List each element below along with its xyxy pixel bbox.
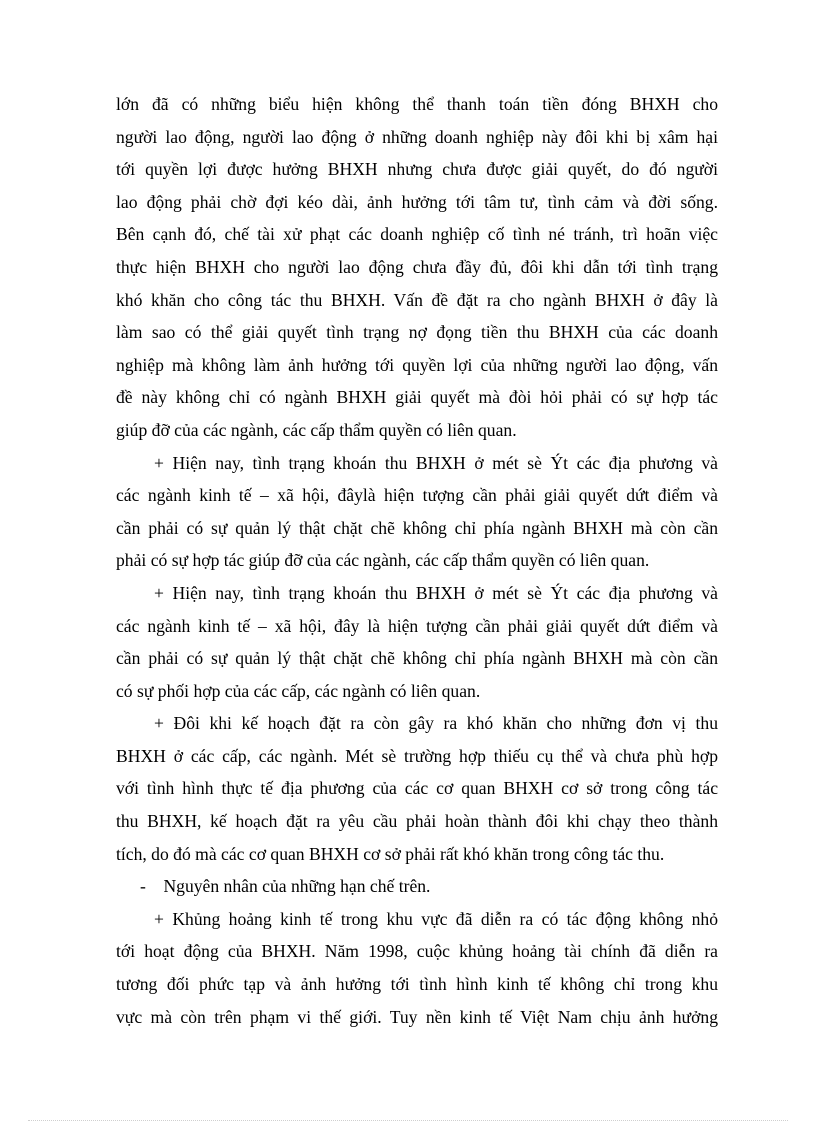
text-line: tương đối phức tạp và ảnh hưởng tới tình hình kinh tế không chỉ trong khu — [116, 974, 718, 995]
text-line: giúp đỡ của các ngành, các cấp thẩm quyền có liên quan. — [116, 419, 517, 440]
text-line: tích, do đó mà các cơ quan BHXH cơ sở phải rất khó khăn trong công tác thu. — [116, 843, 665, 864]
text-line: khó khăn cho công tác thu BHXH. Vấn đề đặt ra cho ngành BHXH ở đây là — [116, 289, 718, 310]
text-line: - Nguyên nhân của những hạn chế trên. — [140, 876, 431, 897]
text-line: với tình hình thực tế địa phương của các cơ quan BHXH cơ sở trong công tác — [116, 778, 718, 799]
text-line: + Khủng hoảng kinh tế trong khu vực đã diễn ra có tác động không nhỏ — [154, 908, 718, 929]
text-line: + Đôi khi kế hoạch đặt ra còn gây ra khó khăn cho những đơn vị thu — [154, 713, 718, 734]
text-line: phải có sự hợp tác giúp đỡ của các ngành, các cấp thẩm quyền có liên quan. — [116, 550, 650, 571]
text-line: Bên cạnh đó, chế tài xử phạt các doanh nghiệp cố tình né tránh, trì hoãn việc — [116, 224, 718, 245]
paragraph-continuation — [116, 88, 718, 447]
text-line: nghiệp mà không làm ảnh hưởng tới quyền lợi của những người lao động, vấn — [116, 354, 718, 375]
text-line: + Hiện nay, tình trạng khoán thu BHXH ở mét sè Ýt các địa phương và — [154, 452, 718, 473]
text-line: làm sao có thể giải quyết tình trạng nợ đọng tiền thu BHXH của các doanh — [116, 322, 718, 343]
paragraph-contract-collection-1 — [116, 447, 718, 577]
bullet-heading-causes — [116, 870, 718, 903]
text-line: + Hiện nay, tình trạng khoán thu BHXH ở mét sè Ýt các địa phương và — [154, 582, 718, 603]
text-line: tới quyền lợi được hưởng BHXH nhưng chưa được giải quyết, do đó người — [116, 159, 718, 180]
text-line: các ngành kinh tế – xã hội, đâylà hiện tượng cần phải giải quyết dứt điểm và — [116, 485, 718, 506]
text-line: các ngành kinh tế – xã hội, đây là hiện tượng cần phải giải quyết dứt điểm và — [116, 615, 718, 636]
text-line: cần phải có sự quản lý thật chặt chẽ không chỉ phía ngành BHXH mà còn cần — [116, 648, 718, 669]
paragraph-planning-difficulties — [116, 707, 718, 870]
text-line: lớn đã có những biểu hiện không thể thanh toán tiền đóng BHXH cho — [116, 94, 718, 114]
text-line: tới hoạt động của BHXH. Năm 1998, cuộc khủng hoảng tài chính đã diễn ra — [116, 941, 718, 962]
text-line: thu BHXH, kế hoạch đặt ra yêu cầu phải hoàn thành đôi khi chạy theo thành — [116, 811, 718, 832]
text-line: BHXH ở các cấp, các ngành. Mét sè trường hợp thiếu cụ thể và chưa phù hợp — [116, 745, 718, 766]
paragraph-contract-collection-2 — [116, 577, 718, 707]
page-bottom-divider — [28, 1120, 788, 1121]
text-line: có sự phối hợp của các cấp, các ngành có liên quan. — [116, 680, 481, 701]
text-line: cần phải có sự quản lý thật chặt chẽ không chỉ phía ngành BHXH mà còn cần — [116, 517, 718, 538]
text-line: đề này không chỉ có ngành BHXH giải quyết mà đòi hỏi phải có sự hợp tác — [116, 387, 718, 408]
paragraph-economic-crisis — [116, 903, 718, 1033]
text-line: thực hiện BHXH cho người lao động chưa đầy đủ, đôi khi dẫn tới tình trạng — [116, 256, 718, 277]
text-line: vực mà còn trên phạm vi thế giới. Tuy nền kinh tế Việt Nam chịu ảnh hưởng — [116, 1006, 718, 1027]
document-body — [116, 88, 718, 1033]
text-line: người lao động, người lao động ở những doanh nghiệp này đôi khi bị xâm hại — [116, 126, 718, 147]
text-line: lao động phải chờ đợi kéo dài, ảnh hưởng tới tâm tư, tình cảm và đời sống. — [116, 191, 718, 212]
